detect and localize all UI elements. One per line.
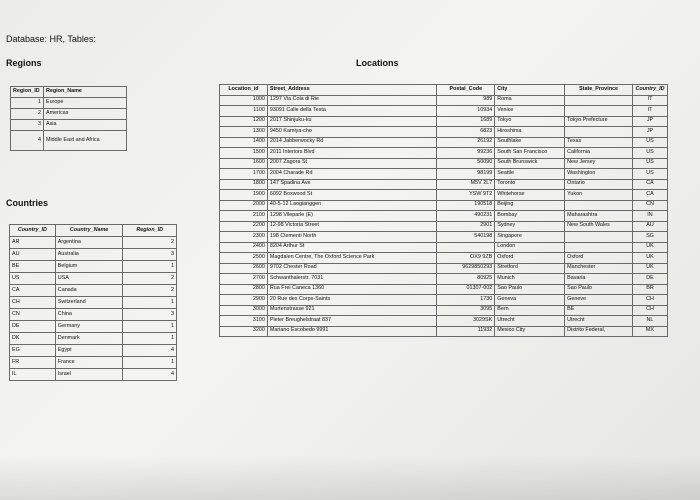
table-cell: DK [10,333,56,345]
table-cell: 1 [123,297,177,309]
column-header: City [495,85,565,96]
table-row [220,190,668,201]
table-cell: 2900 [220,295,268,306]
table-cell: Canada [55,285,123,297]
table-cell: Venice [495,106,565,117]
table-cell: AR [10,237,56,249]
table-cell: Mexico City [495,326,565,337]
database-header: Database: HR, Tables: [6,34,96,44]
table-cell: California [565,148,633,159]
column-header: Region_ID [11,87,44,98]
column-header: Country_ID [10,225,56,237]
table-row [10,369,177,381]
table-cell: CA [632,190,667,201]
table-row [220,232,668,243]
table-cell: South Brunswick [495,158,565,169]
table-cell: 12-98 Victoria Street [267,221,437,232]
table-row [10,309,177,321]
table-cell: 1700 [220,169,268,180]
table-cell: Belgium [55,261,123,273]
table-cell: 147 Spadina Ave [267,179,437,190]
table-cell: China [55,309,123,321]
table-cell: 1 [11,98,44,109]
table-cell: 3 [123,249,177,261]
table-row [220,211,668,222]
table-cell: Sao Paulo [495,284,565,295]
table-cell [565,232,633,243]
table-cell: 540198 [437,232,495,243]
table-cell: 1 [123,333,177,345]
table-row [220,263,668,274]
table-cell: Manchester [565,263,633,274]
table-cell: Whitehorse [495,190,565,201]
table-row [11,109,127,120]
table-cell: Roma [495,95,565,106]
table-cell: Geneve [565,295,633,306]
table-cell: Bern [495,305,565,316]
table-cell: UK [632,253,667,264]
table-cell: IT [632,95,667,106]
column-header: Location_id [220,85,268,96]
table-cell: 2500 [220,253,268,264]
table-cell: Stretford [495,263,565,274]
table-row [220,305,668,316]
table-cell: M5V 2L7 [437,179,495,190]
table-cell: Sao Paulo [565,284,633,295]
table-row [10,285,177,297]
table-cell: 6092 Boxwood St [267,190,437,201]
countries-table [9,224,177,381]
table-cell: 1730 [437,295,495,306]
table-cell: Murtenstrasse 921 [267,305,437,316]
table-row [220,169,668,180]
table-cell: 190518 [437,200,495,211]
table-row [220,106,668,117]
table-cell: Utrecht [495,316,565,327]
table-cell: BE [10,261,56,273]
table-cell: 10934 [437,106,495,117]
table-cell: 1 [123,321,177,333]
table-row [220,137,668,148]
table-cell: Magdalen Centre, The Oxford Science Park [267,253,437,264]
table-cell: EG [10,345,56,357]
table-cell: 80925 [437,274,495,285]
table-cell: Americas [43,109,126,120]
locations-table [219,84,668,337]
table-cell: JP [632,116,667,127]
table-cell: 2200 [220,221,268,232]
table-cell: South San Francisco [495,148,565,159]
table-cell: 198 Clementi North [267,232,437,243]
table-cell: YSW 9T2 [437,190,495,201]
column-header: Country_Name [55,225,123,237]
table-cell: Seattle [495,169,565,180]
table-cell: DE [632,274,667,285]
table-cell: 01307-002 [437,284,495,295]
table-row [11,98,127,109]
table-row [220,95,668,106]
table-row [10,357,177,369]
table-cell: Singapore [495,232,565,243]
table-cell: Sydney [495,221,565,232]
table-cell: Mariano Escobedo 9991 [267,326,437,337]
table-cell: 99236 [437,148,495,159]
table-cell: Maharashtra [565,211,633,222]
table-cell: 9450 Kamiya-cho [267,127,437,138]
table-cell: London [495,242,565,253]
table-cell: US [10,273,56,285]
table-cell: 1500 [220,148,268,159]
column-header: Street_Address [267,85,437,96]
table-cell: 4 [123,345,177,357]
table-cell: BR [632,284,667,295]
table-cell: 1400 [220,137,268,148]
table-row [220,158,668,169]
regions-table [10,86,127,151]
table-cell: CN [10,309,56,321]
table-cell: AU [10,249,56,261]
table-cell: IL [10,369,56,381]
table-cell: Israel [55,369,123,381]
table-row [10,249,177,261]
table-cell: JP [632,127,667,138]
table-row [10,321,177,333]
table-cell: 3000 [220,305,268,316]
table-cell: CA [632,179,667,190]
table-cell: Tokyo Prefecture [565,116,633,127]
table-cell [565,95,633,106]
table-cell: Argentina [55,237,123,249]
table-cell: 2007 Zagora St [267,158,437,169]
table-cell: 2100 [220,211,268,222]
table-cell: 1800 [220,179,268,190]
table-cell: 1300 [220,127,268,138]
table-cell: US [632,158,667,169]
table-cell: 2800 [220,284,268,295]
column-header: Region_ID [123,225,177,237]
table-cell: 1 [123,261,177,273]
table-cell: 2004 Charade Rd [267,169,437,180]
table-cell: Europe [43,98,126,109]
table-cell: DE [10,321,56,333]
table-cell: 1900 [220,190,268,201]
table-cell: Yukon [565,190,633,201]
table-cell: Oxford [495,253,565,264]
table-cell: Munich [495,274,565,285]
table-cell: Middle East and Africa [43,131,126,151]
table-cell: 1000 [220,95,268,106]
table-cell: UK [632,242,667,253]
table-row [10,333,177,345]
table-cell: Pieter Breughelstraat 837 [267,316,437,327]
table-row [220,326,668,337]
table-cell: 40-5-12 Laogianggen [267,200,437,211]
table-cell: 3 [11,120,44,131]
table-cell: 20 Rue des Corps-Saints [267,295,437,306]
table-row [11,120,127,131]
table-cell: FR [10,357,56,369]
table-cell: US [632,148,667,159]
table-cell: Switzerland [55,297,123,309]
table-cell: Southlake [495,137,565,148]
table-cell: 2 [123,273,177,285]
table-cell: 1600 [220,158,268,169]
table-row [220,253,668,264]
table-cell: Utrecht [565,316,633,327]
table-cell: Geneva [495,295,565,306]
table-cell: 1689 [437,116,495,127]
table-cell [437,242,495,253]
column-header: Country_ID [632,85,667,96]
table-header-row [10,225,177,237]
table-cell: Bombay [495,211,565,222]
table-cell: 4 [123,369,177,381]
table-cell: Distrito Federal, [565,326,633,337]
table-cell: Rua Frei Caneca 1360 [267,284,437,295]
column-header: Postal_Code [437,85,495,96]
table-cell: New Jersey [565,158,633,169]
table-header-row [220,85,668,96]
table-cell: 9702 Chester Road [267,263,437,274]
table-cell: Hiroshima [495,127,565,138]
table-cell: IN [632,211,667,222]
table-row [220,148,668,159]
regions-title: Regions [6,58,42,68]
table-cell: IT [632,106,667,117]
table-cell: 8204 Arthur St [267,242,437,253]
table-row [10,237,177,249]
table-row [220,127,668,138]
table-cell: 2901 [437,221,495,232]
table-cell: 26192 [437,137,495,148]
table-cell: CA [10,285,56,297]
table-cell: 3100 [220,316,268,327]
table-cell: USA [55,273,123,285]
table-cell: CH [632,305,667,316]
table-cell: Tokyo [495,116,565,127]
table-cell: 490231 [437,211,495,222]
table-cell: 98199 [437,169,495,180]
table-cell: Washington [565,169,633,180]
table-row [220,295,668,306]
table-cell: 6823 [437,127,495,138]
column-header: Region_Name [43,87,126,98]
table-cell: Ontario [565,179,633,190]
table-cell: 2014 Jabberwocky Rd [267,137,437,148]
table-cell: OX9 9ZB [437,253,495,264]
table-row [220,221,668,232]
table-row [220,116,668,127]
table-cell: Asia [43,120,126,131]
table-cell: 2000 [220,200,268,211]
table-cell: AU [632,221,667,232]
table-cell: 4 [11,131,44,151]
table-cell: Texas [565,137,633,148]
table-cell: 2700 [220,274,268,285]
table-cell: 3095 [437,305,495,316]
table-cell: 2017 Shinjuku-ku [267,116,437,127]
table-cell: Australia [55,249,123,261]
table-row [220,179,668,190]
table-cell: 1298 Vileparle (E) [267,211,437,222]
table-cell: Germany [55,321,123,333]
table-cell [565,127,633,138]
table-cell: Schwanthalerstr. 7031 [267,274,437,285]
table-cell: 93091 Calle della Testa [267,106,437,117]
table-cell: 3200 [220,326,268,337]
table-row [220,242,668,253]
table-cell: NL [632,316,667,327]
locations-title: Locations [356,58,399,68]
table-cell: Beijing [495,200,565,211]
column-header: State_Province [565,85,633,96]
table-cell: 3 [123,309,177,321]
table-cell: 2300 [220,232,268,243]
table-cell: Oxford [565,253,633,264]
table-row [10,297,177,309]
photo-shadow [0,455,700,500]
countries-title: Countries [6,198,49,208]
table-cell: Egypt [55,345,123,357]
table-cell: 2 [11,109,44,120]
table-cell [565,200,633,211]
table-cell: 2011 Interiors Blvd [267,148,437,159]
table-cell: CN [632,200,667,211]
table-cell [565,106,633,117]
table-row [220,200,668,211]
table-cell: Denmark [55,333,123,345]
table-cell: 1297 Via Cola di Rie [267,95,437,106]
table-row [220,284,668,295]
table-cell: UK [632,263,667,274]
table-cell: US [632,169,667,180]
table-cell: 1200 [220,116,268,127]
table-cell: 11932 [437,326,495,337]
table-cell: BE [565,305,633,316]
table-cell: 9629850293 [437,263,495,274]
table-row [220,274,668,285]
table-cell: 2600 [220,263,268,274]
table-row [11,131,127,151]
table-cell: 1100 [220,106,268,117]
table-cell: France [55,357,123,369]
table-cell: CH [632,295,667,306]
table-cell: Bavaria [565,274,633,285]
table-row [10,345,177,357]
table-cell: 2 [123,285,177,297]
table-cell: SG [632,232,667,243]
table-row [220,316,668,327]
table-cell: 2400 [220,242,268,253]
table-cell: Toronto [495,179,565,190]
table-cell: 1 [123,357,177,369]
table-cell [565,242,633,253]
table-cell: 3029SK [437,316,495,327]
table-header-row [11,87,127,98]
table-row [10,273,177,285]
table-cell: 989 [437,95,495,106]
table-cell: New South Wales [565,221,633,232]
table-row [10,261,177,273]
table-cell: CH [10,297,56,309]
table-cell: MX [632,326,667,337]
table-cell: 50090 [437,158,495,169]
table-cell: 2 [123,237,177,249]
table-cell: US [632,137,667,148]
